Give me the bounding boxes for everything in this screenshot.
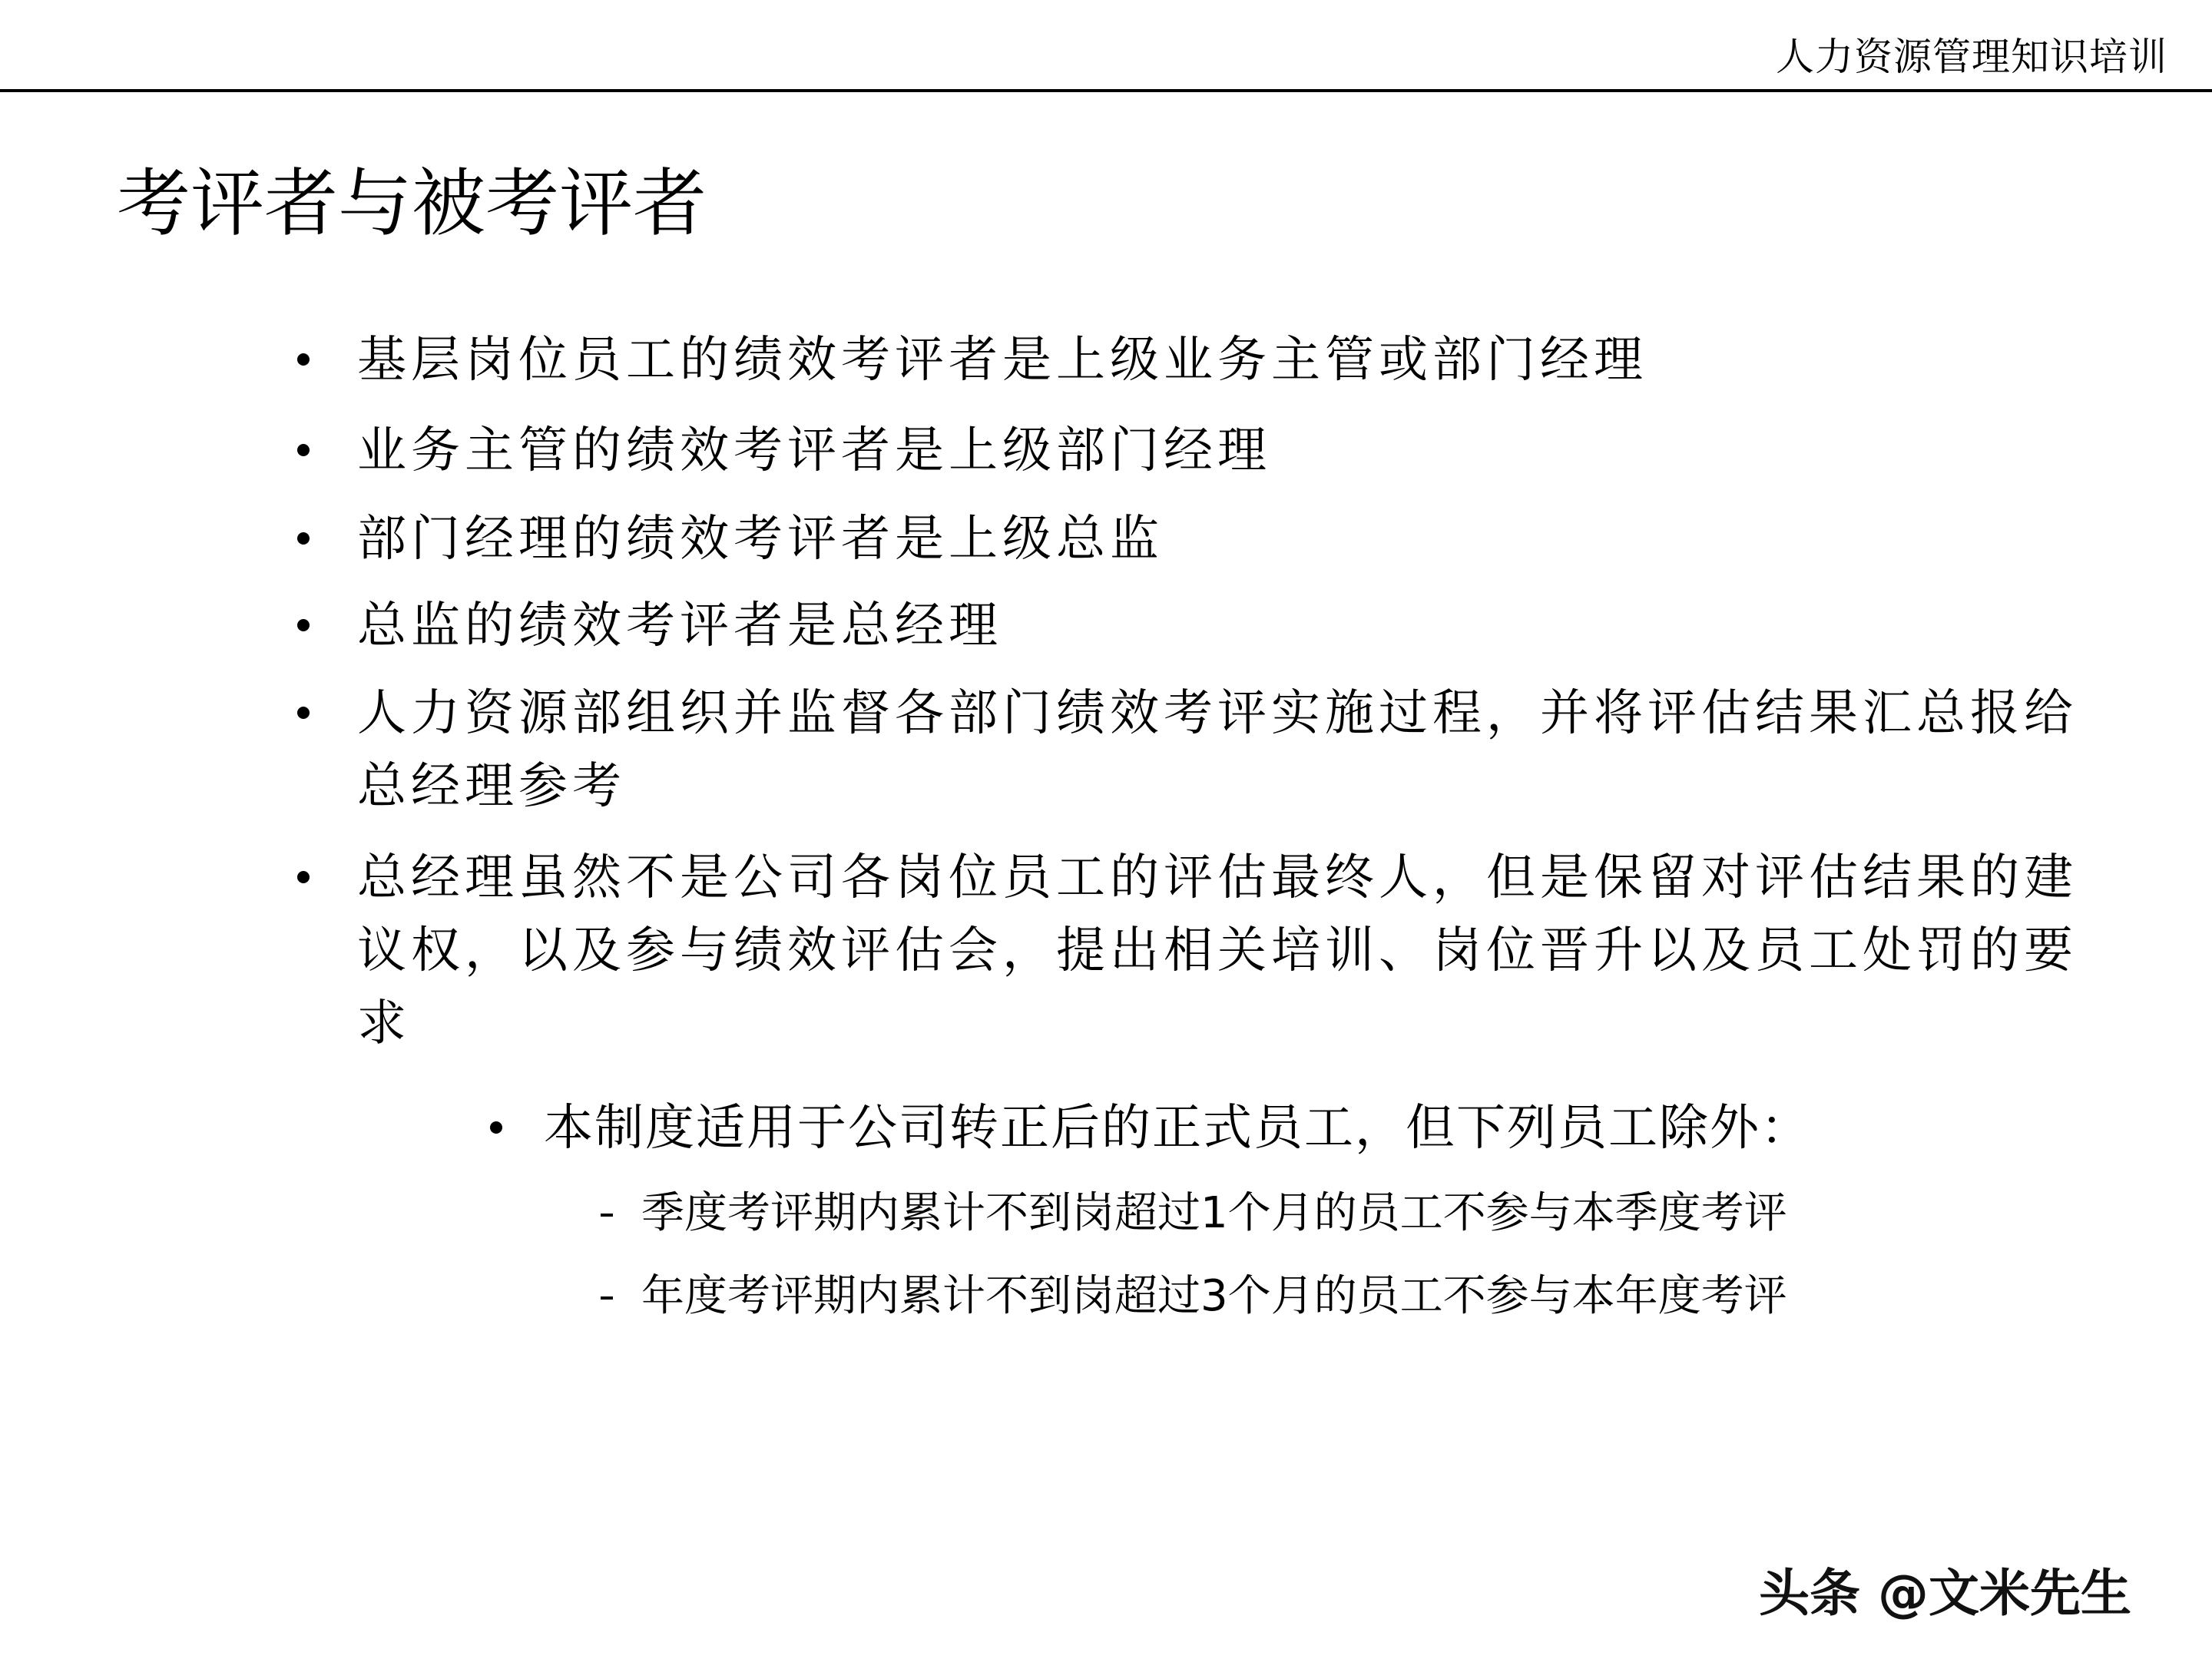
bullet-item xyxy=(357,677,2124,823)
dash-item-text: 季度考评期内累计不到岗超过1个月的员工不参与本季度考评 xyxy=(641,1188,1787,1238)
bullet-dot-icon xyxy=(297,532,310,545)
bullet-text: 总监的绩效考评者是总经理 xyxy=(357,598,1002,654)
bullet-text: 业务主管的绩效考评者是上级部门经理 xyxy=(357,422,1271,479)
bullet-dot-icon xyxy=(490,1121,502,1134)
bullet-dot-icon xyxy=(297,353,310,366)
course-title: 人力资源管理知识培训 xyxy=(1776,35,2167,79)
bullet-item xyxy=(357,324,2124,397)
bullet-item xyxy=(357,842,2124,1061)
bullet-item xyxy=(357,503,2124,576)
header-divider xyxy=(0,89,2212,92)
sub-bullet-item xyxy=(544,1092,1811,1165)
bullet-item xyxy=(357,415,2124,488)
bullet-text: 部门经理的绩效考评者是上级总监 xyxy=(357,511,1164,568)
watermark: 头条 @文米先生 xyxy=(1759,1564,2131,1623)
bullet-text: 人力资源部组织并监督各部门绩效考评实施过程，并将评估结果汇总报给总经理参考 xyxy=(357,685,2078,815)
dash-item xyxy=(641,1260,1787,1333)
bullet-dot-icon xyxy=(297,707,310,719)
bullet-item xyxy=(357,590,2124,663)
dash-item xyxy=(641,1177,1787,1250)
sub-bullet-text: 本制度适用于公司转正后的正式员工，但下列员工除外： xyxy=(544,1100,1811,1157)
bullet-dot-icon xyxy=(297,871,310,883)
dash-marker-icon xyxy=(601,1296,613,1300)
bullet-text: 总经理虽然不是公司各岗位员工的评估最终人，但是保留对评估结果的建议权，以及参与绩效评估会，提出相关培训、岗位晋升以及员工处罚的要求 xyxy=(357,849,2078,1052)
dash-item-text: 年度考评期内累计不到岗超过3个月的员工不参与本年度考评 xyxy=(641,1271,1787,1321)
bullet-dot-icon xyxy=(297,619,310,631)
bullet-text: 基层岗位员工的绩效考评者是上级业务主管或部门经理 xyxy=(357,332,1647,389)
slide-title: 考评者与被考评者 xyxy=(117,161,707,247)
dash-marker-icon xyxy=(601,1214,613,1217)
bullet-dot-icon xyxy=(297,444,310,456)
